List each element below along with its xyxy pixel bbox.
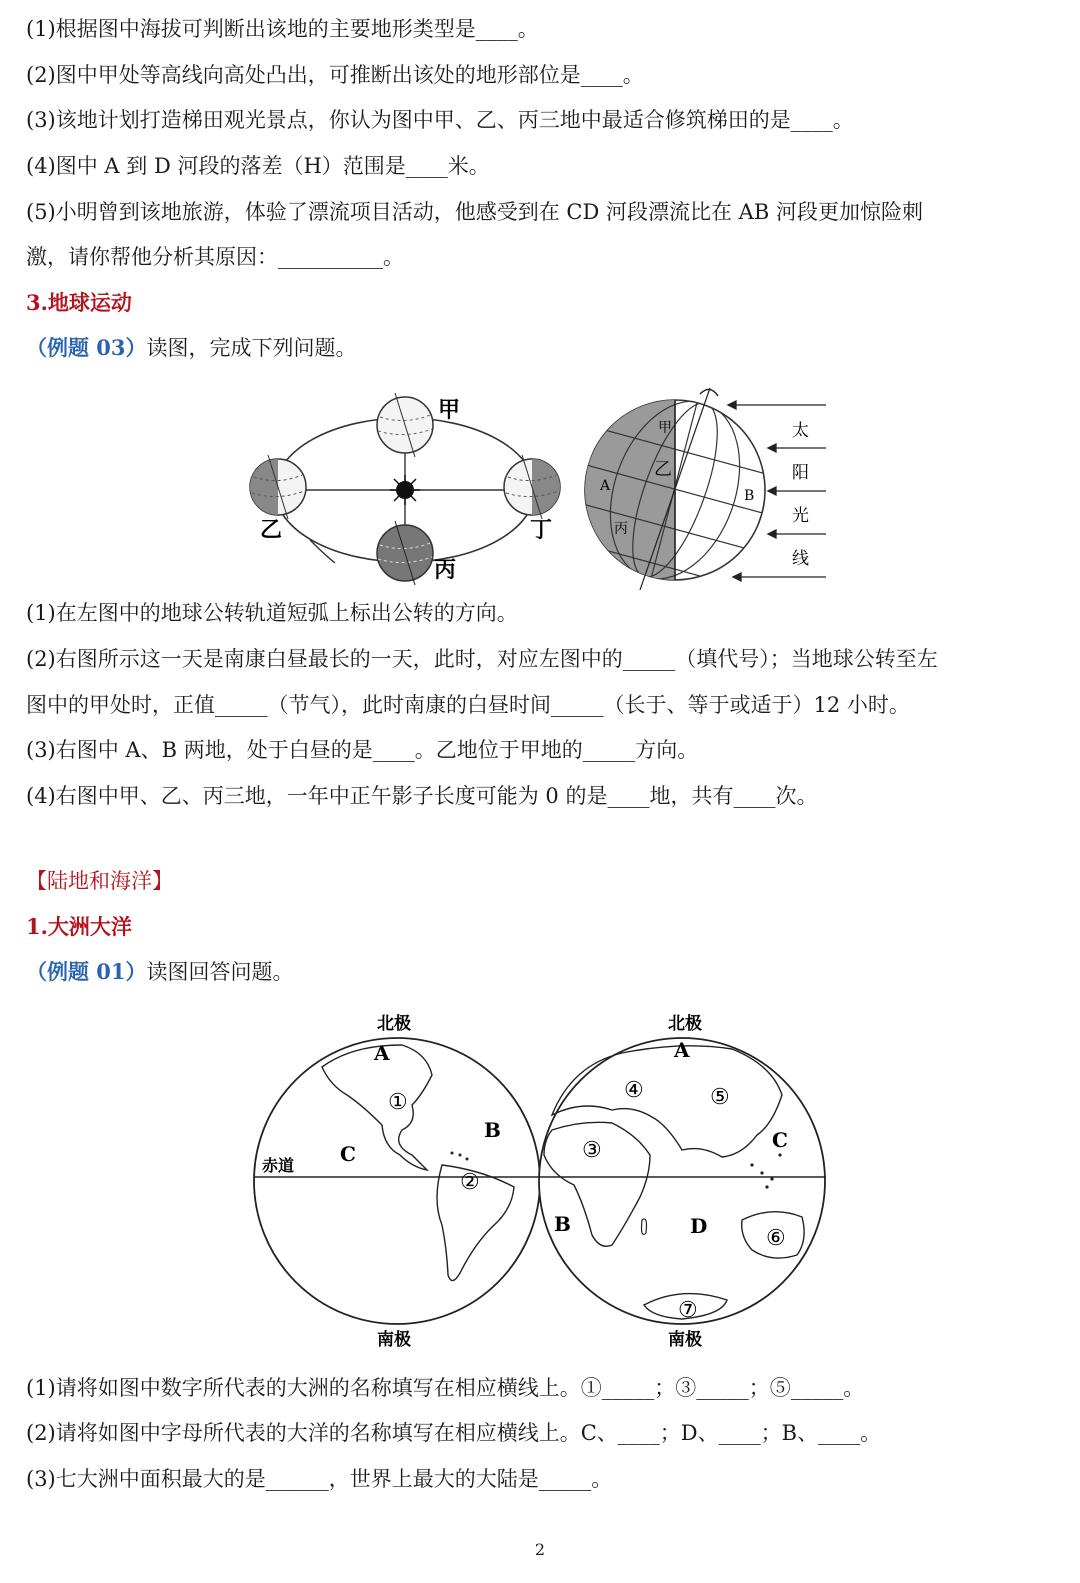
example-01-line: [26, 957, 294, 987]
label-bing: 丙: [434, 557, 457, 583]
example-text: 读图回答问题。: [146, 960, 294, 984]
ocean-label-w-b: B: [484, 1118, 501, 1142]
continent-label-7: ⑦: [678, 1298, 698, 1323]
north-pole-west-label: 北极: [377, 1014, 411, 1034]
landform-question-4: (4)图中 A 到 D 河段的落差（H）范围是____米。: [26, 154, 490, 178]
earth-position-bing: [377, 521, 433, 585]
globe-label-bing: 丙: [614, 521, 628, 537]
landform-question-2: (2)图中甲处等高线向高处凸出，可推断出该处的地形部位是____。: [26, 63, 644, 87]
earth-question-2-line1: (2)右图所示这一天是南康白昼最长的一天，此时，对应左图中的_____（填代号）；当地球公转至左: [26, 647, 938, 671]
landform-question-1: (1)根据图中海拔可判断出该地的主要地形类型是____。: [26, 17, 539, 41]
sun-icon: [390, 475, 420, 505]
earth-question-1: (1)在左图中的地球公转轨道短弧上标出公转的方向。: [26, 601, 518, 625]
label-ding: 丁: [530, 517, 553, 543]
continent-label-2: ②: [460, 1170, 480, 1195]
earth-question-4: (4)右图中甲、乙、丙三地，一年中正午影子长度可能为 0 的是____地，共有____次。: [26, 784, 818, 808]
earth-question-2-line2: 图中的甲处时，正值_____（节气），此时南康的白昼时间_____（长于、等于或适于）12 小时。: [26, 693, 910, 717]
western-hemisphere: [254, 1038, 540, 1324]
ocean-label-w-a: A: [374, 1041, 390, 1065]
earth-position-yi: [250, 455, 306, 519]
earth-position-ding: [504, 455, 560, 519]
world-hemispheres-map: [252, 1005, 832, 1355]
sunlight-char-4: 线: [792, 549, 809, 569]
example-label: （例题 01）: [26, 959, 147, 984]
ocean-label-e-c: C: [772, 1128, 788, 1152]
page-number: 2: [534, 1540, 546, 1559]
continent-label-4: ④: [624, 1078, 644, 1103]
chapter-heading-land-sea: 【陆地和海洋】: [26, 869, 173, 893]
globe-label-a: A: [600, 478, 611, 494]
orbit-diagram: [240, 385, 570, 590]
south-pole-east-label: 南极: [668, 1330, 702, 1350]
earth-question-3: (3)右图中 A、B 两地，处于白昼的是____。乙地位于甲地的_____方向。: [26, 738, 699, 762]
eastern-hemisphere: [539, 1038, 825, 1324]
continent-question-3: (3)七大洲中面积最大的是______，世界上最大的大陆是_____。: [26, 1467, 613, 1491]
continent-question-2: (2)请将如图中字母所代表的大洋的名称填写在相应横线上。C、____；D、____；B、____。: [26, 1421, 882, 1445]
south-pole-west-label: 南极: [377, 1330, 411, 1350]
landform-question-5-line2: 激，请你帮他分析其原因：__________。: [26, 245, 404, 269]
example-03-line: [26, 333, 357, 363]
continent-label-1: ①: [388, 1090, 408, 1115]
example-text: 读图，完成下列问题。: [146, 336, 357, 360]
globe-label-b: B: [744, 488, 755, 504]
label-jia: 甲: [438, 397, 461, 423]
label-yi: 乙: [260, 517, 283, 543]
equator-label: 赤道: [262, 1156, 295, 1175]
earth-position-jia: [377, 393, 433, 457]
globe-label-jia: 甲: [658, 420, 672, 436]
sunlight-char-3: 光: [792, 506, 809, 526]
ocean-label-e-b: B: [554, 1212, 571, 1236]
sunlight-char-2: 阳: [792, 463, 809, 483]
north-pole-east-label: 北极: [668, 1014, 702, 1034]
example-label: （例题 03）: [26, 335, 147, 360]
section-heading-earth-motion: 3.地球运动: [26, 290, 132, 315]
continent-label-6: ⑥: [766, 1226, 786, 1251]
revolution-short-arc: [310, 540, 335, 563]
ocean-label-e-a: A: [674, 1038, 690, 1062]
continent-question-1: (1)请将如图中数字所代表的大洲的名称填写在相应横线上。①_____；③_____；⑤_____。: [26, 1376, 865, 1400]
continent-label-5: ⑤: [710, 1085, 730, 1110]
globe-label-yi: 乙: [654, 459, 672, 480]
section-heading-continents-oceans: 1.大洲大洋: [26, 914, 132, 939]
ocean-label-w-c: C: [340, 1142, 356, 1166]
continent-label-3: ③: [582, 1138, 602, 1163]
globe-sunlight-diagram: [578, 380, 838, 590]
landform-question-3: (3)该地计划打造梯田观光景点，你认为图中甲、乙、丙三地中最适合修筑梯田的是____。: [26, 108, 854, 132]
landform-question-5-line1: (5)小明曾到该地旅游，体验了漂流项目活动，他感受到在 CD 河段漂流比在 AB 河段更加惊险刺: [26, 200, 923, 224]
sunlight-char-1: 太: [792, 421, 809, 441]
ocean-label-e-d: D: [690, 1214, 708, 1238]
